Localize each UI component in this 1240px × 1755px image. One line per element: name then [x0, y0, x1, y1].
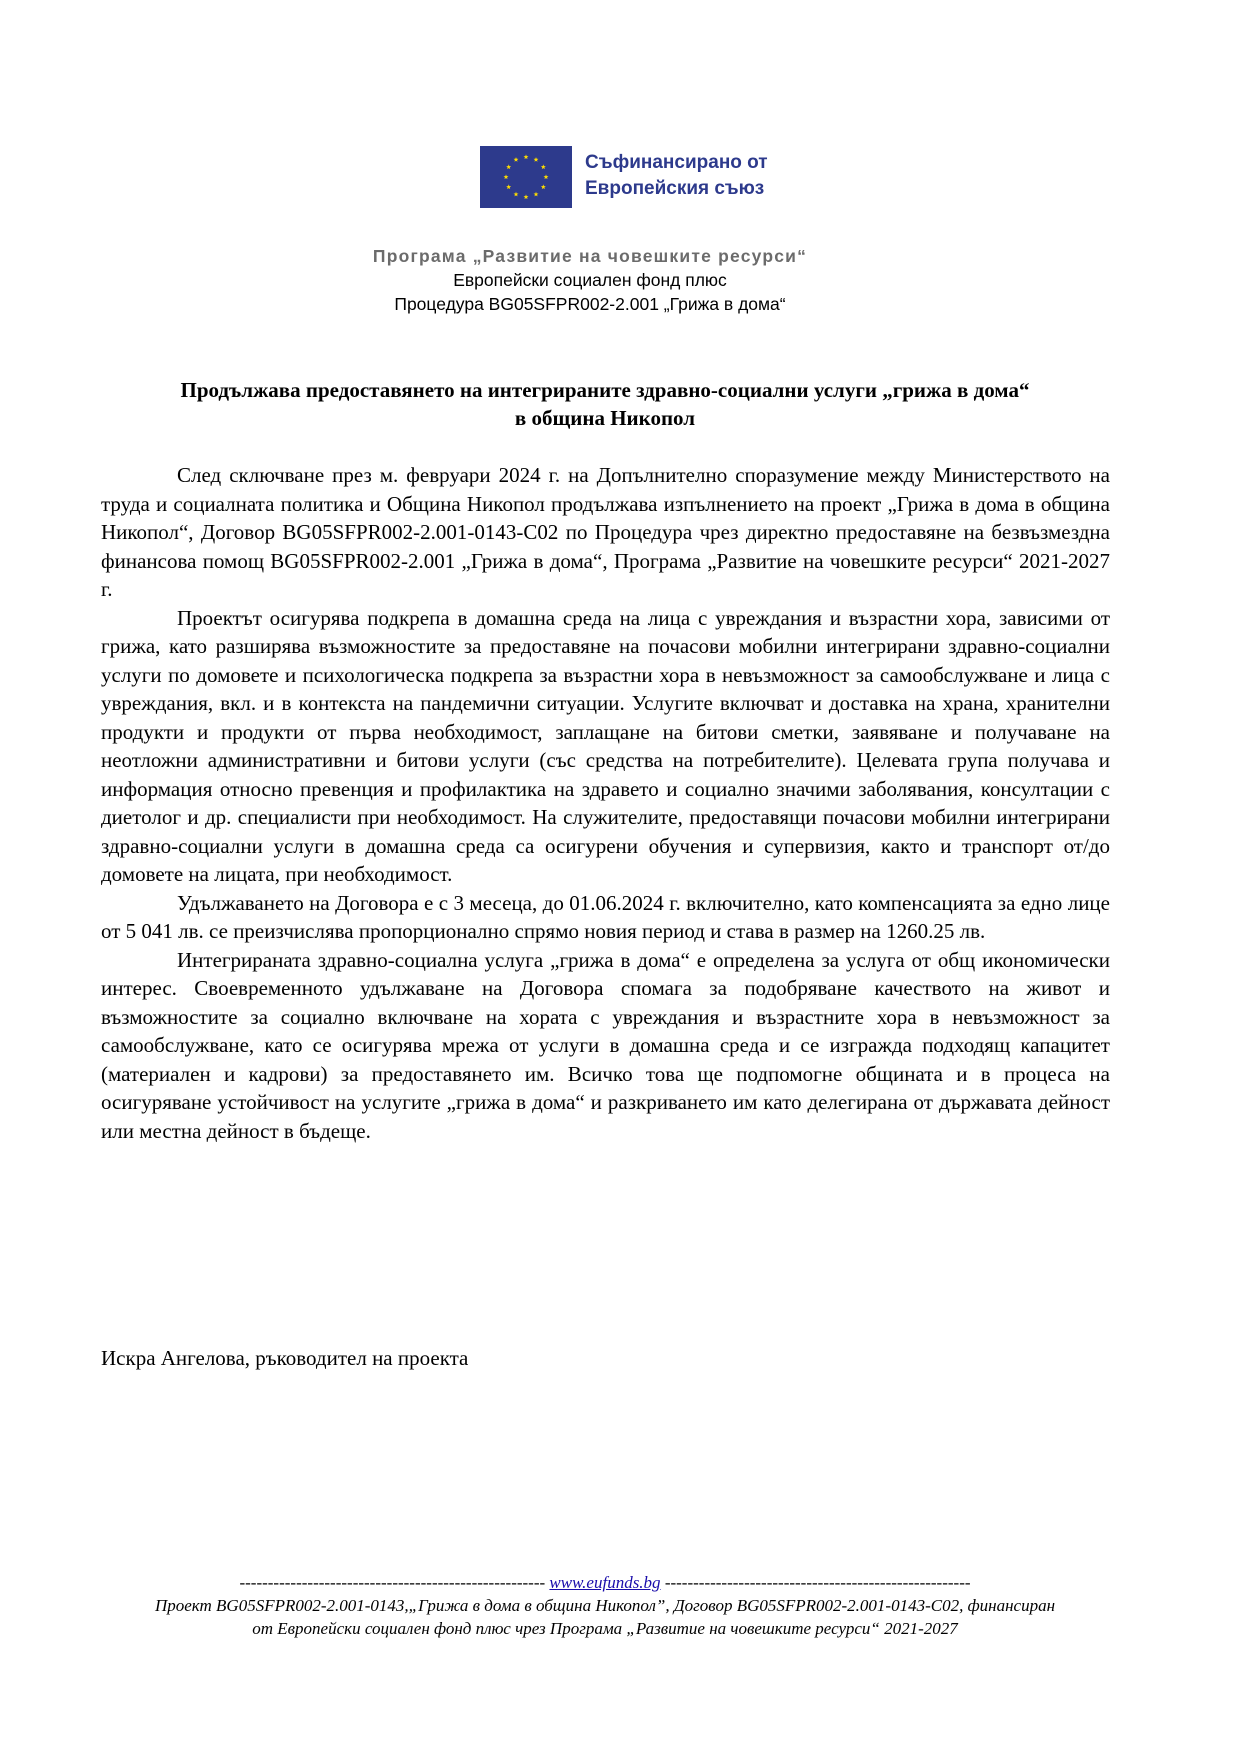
procedure-name: Процедура BG05SFPR002-2.001 „Грижа в дома“ — [394, 294, 786, 314]
eu-cofunded-logo — [480, 146, 820, 208]
paragraph: Удължаването на Договора е с 3 месеца, до 01.06.2024 г. включително, като компенсацията за едно лице от 5 041 лв. се преизчислява пропорционално спрямо новия период и става в размер на 1260.25 лв. — [101, 890, 1110, 943]
title-line-1: Продължава предоставянето на интегрираните здравно-социални услуги „грижа в дома“ — [180, 378, 1030, 402]
eufunds-link[interactable]: www.eufunds.bg — [549, 1573, 661, 1592]
logo-line-2: Европейския съюз — [585, 178, 765, 199]
paragraph: Интегрираната здравно-социална услуга „грижа в дома“ е определена за услуга от общ икономически интерес. Своевременното удължаване на Договора спомага за подобряване качеството на живот и възможностите за социално включване на хората с увреждания и възрастните хора в невъзможност за самообслужване, като се осигурява мрежа от услуги в домашна среда и се изгражда подходящ капацитет (материален и кадрови) за предоставянето им. Всичко това ще подпомогне общината и в процеса на осигуряване устойчивост на услугите „грижа в дома“ и разкриването им като делегирана от държавата дейност или местна дейност в бъдеще. — [101, 947, 1110, 1143]
eu-cofunded-text — [585, 150, 768, 202]
paragraph: Проектът осигурява подкрепа в домашна среда на лица с увреждания и възрастни хора, зависими от грижа, като разширява възможностите за предоставяне на почасови мобилни интегрирани здравно-социални услуги по домовете и психологическа подкрепа за възрастни хора в невъзможност за самообслужване и лица с увреждания, вкл. и в контекста на пандемични ситуации. Услугите включват и доставка на храна, хранителни продукти и продукти от първа необходимост, заплащане на битови сметки, заявяване и получаване на неотложни административни и битови услуги (със средства на потребителите). Целевата група получава и информация относно превенция и профилактика на здравето и социално значими заболявания, консултации с диетолог и др. специалисти при необходимост. На служителите, предоставящи почасови мобилни интегрирани здравно-социални услуги в домашна среда са осигурени обучения и супервизия, както и транспорт от/до домовете на лицата, при необходимост. — [101, 605, 1110, 886]
footer-note-line-1: Проект BG05SFPR002-2.001-0143,„Грижа в дома в община Никопол”, Договор BG05SFPR002-2.001-0143-C02, финансиран — [154, 1596, 1056, 1615]
signature: Искра Ангелова, ръководител на проекта — [101, 1346, 469, 1370]
article-title — [100, 376, 1110, 432]
page-footer — [100, 1571, 1110, 1640]
footer-dashes-right: ------------------------------------------------------ — [664, 1573, 971, 1592]
title-line-2: в община Никопол — [514, 406, 696, 430]
program-name: Програма „Развитие на човешките ресурси“ — [372, 246, 808, 266]
footer-dashes-left: ------------------------------------------------------ — [239, 1573, 546, 1592]
footer-note-line-2: от Европейски социален фонд плюс чрез Програма „Развитие на човешките ресурси“ 2021-2027 — [252, 1619, 958, 1638]
footer-link-line — [100, 1571, 1110, 1594]
logo-line-1: Съфинансирано от — [585, 152, 768, 173]
article-body — [101, 461, 1110, 1145]
eu-flag-icon — [480, 146, 572, 208]
paragraph: След сключване през м. февруари 2024 г. на Допълнително споразумение между Министерството на труда и социалната политика и Община Никопол продължава изпълнението на проект „Грижа в дома в община Никопол“, Договор BG05SFPR002-2.001-0143-C02 по Процедура чрез директно предоставяне на безвъзмездна финансова помощ BG05SFPR002-2.001 „Грижа в дома“, Програма „Развитие на човешките ресурси“ 2021-2027 г. — [101, 463, 1110, 601]
fund-name: Европейски социален фонд плюс — [453, 270, 727, 290]
program-header — [290, 244, 890, 316]
